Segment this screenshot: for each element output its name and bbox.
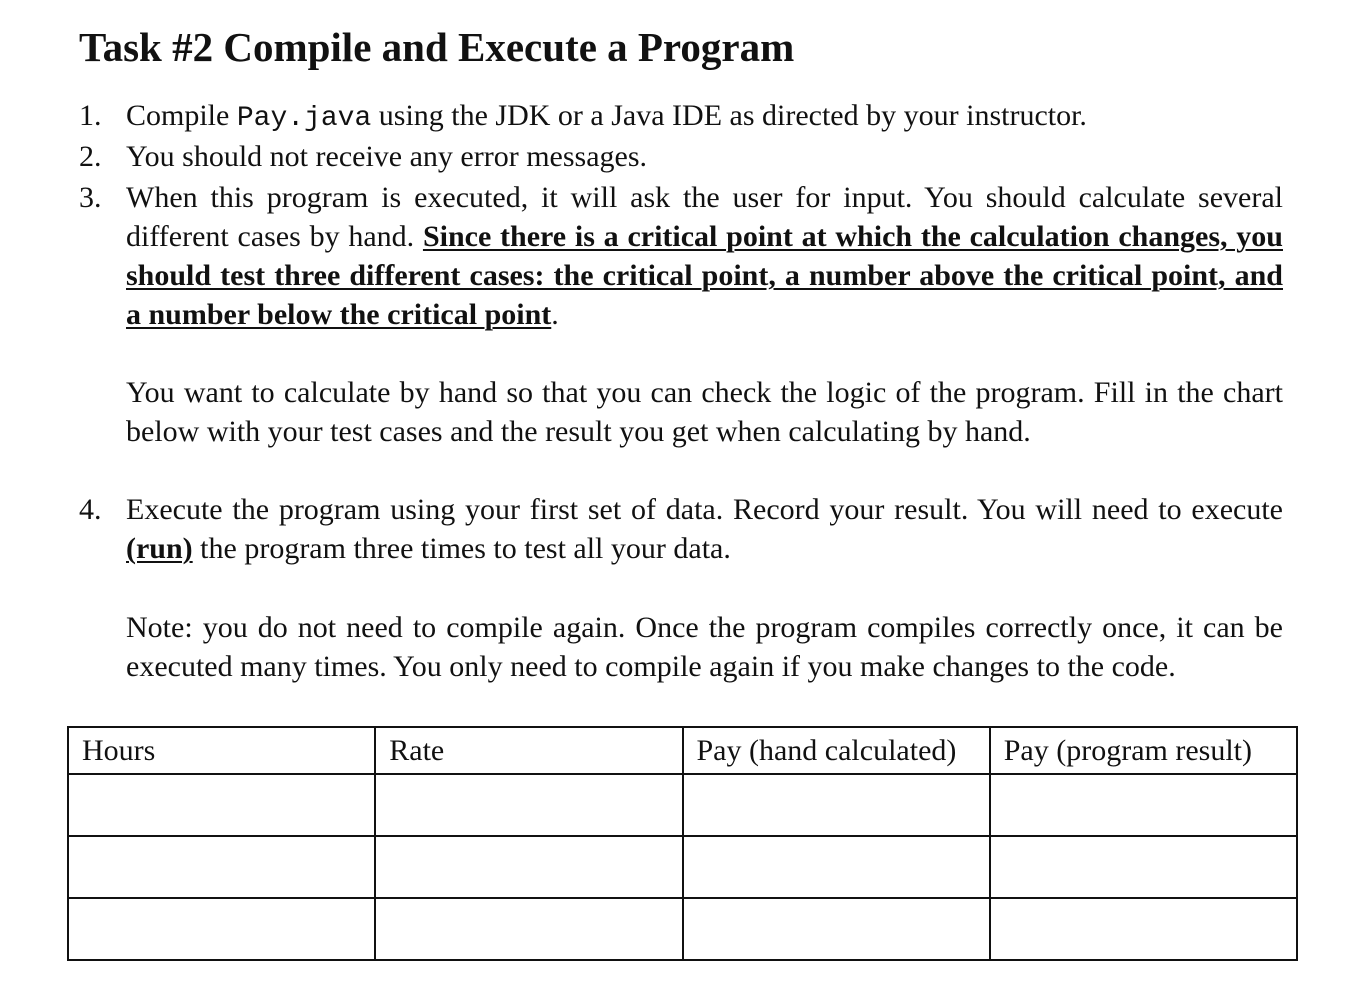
note-paragraph: Note: you do not need to compile again. Once the program compiles correctly once, it can be executed many times. You only need to compile again if you make changes to the code. xyxy=(126,611,1283,683)
step-text: using the JDK or a Java IDE as directed by your instructor. xyxy=(371,99,1087,132)
header-hours: Hours xyxy=(68,727,375,774)
list-item-2 xyxy=(79,137,1283,176)
table-header-row xyxy=(68,727,1297,774)
table-row xyxy=(68,774,1297,836)
table-cell xyxy=(683,836,990,898)
step-text: You should not receive any error messages. xyxy=(126,140,648,173)
table-row xyxy=(68,898,1297,960)
header-pay-hand: Pay (hand calculated) xyxy=(683,727,990,774)
list-item-3 xyxy=(79,178,1283,334)
page-title: Task #2 Compile and Execute a Program xyxy=(79,24,795,70)
table-cell xyxy=(990,836,1297,898)
table-cell xyxy=(68,774,375,836)
table-cell xyxy=(375,774,682,836)
list-item-4 xyxy=(79,490,1283,568)
table-cell xyxy=(683,898,990,960)
step-text: Compile xyxy=(126,99,237,132)
table-cell xyxy=(375,836,682,898)
step-text: Execute the program using your first set of data. Record your result. You will need to execute xyxy=(126,493,1283,526)
header-rate: Rate xyxy=(375,727,682,774)
list-item-1 xyxy=(79,96,1283,138)
code-filename: Pay.java xyxy=(236,103,372,134)
step-text: the program three times to test all your data. xyxy=(192,532,731,565)
list-number: 3. xyxy=(79,181,102,214)
list-number: 4. xyxy=(79,493,102,526)
header-pay-program: Pay (program result) xyxy=(990,727,1297,774)
list-number: 1. xyxy=(79,99,102,132)
table-cell xyxy=(68,836,375,898)
run-emphasis: (run) xyxy=(126,532,193,565)
list-number: 2. xyxy=(79,140,102,173)
critical-point-emphasis: Since there is a critical point at which the calculation changes, you should test three different cases: the critical point, a number above the critical point, and a number below the critical point xyxy=(126,220,1283,331)
table-cell xyxy=(683,774,990,836)
table-row xyxy=(68,836,1297,898)
results-table xyxy=(67,726,1298,961)
step-text: . xyxy=(551,298,559,331)
table-cell xyxy=(375,898,682,960)
table-cell xyxy=(68,898,375,960)
table-cell xyxy=(990,774,1297,836)
hand-calc-paragraph: You want to calculate by hand so that you can check the logic of the program. Fill in the chart below with your test cases and the result you get when calculating by hand. xyxy=(126,376,1283,448)
step-text: When this program is executed, it will ask the user for input. You should calculate several different cases by hand. xyxy=(126,181,1283,253)
table-cell xyxy=(990,898,1297,960)
